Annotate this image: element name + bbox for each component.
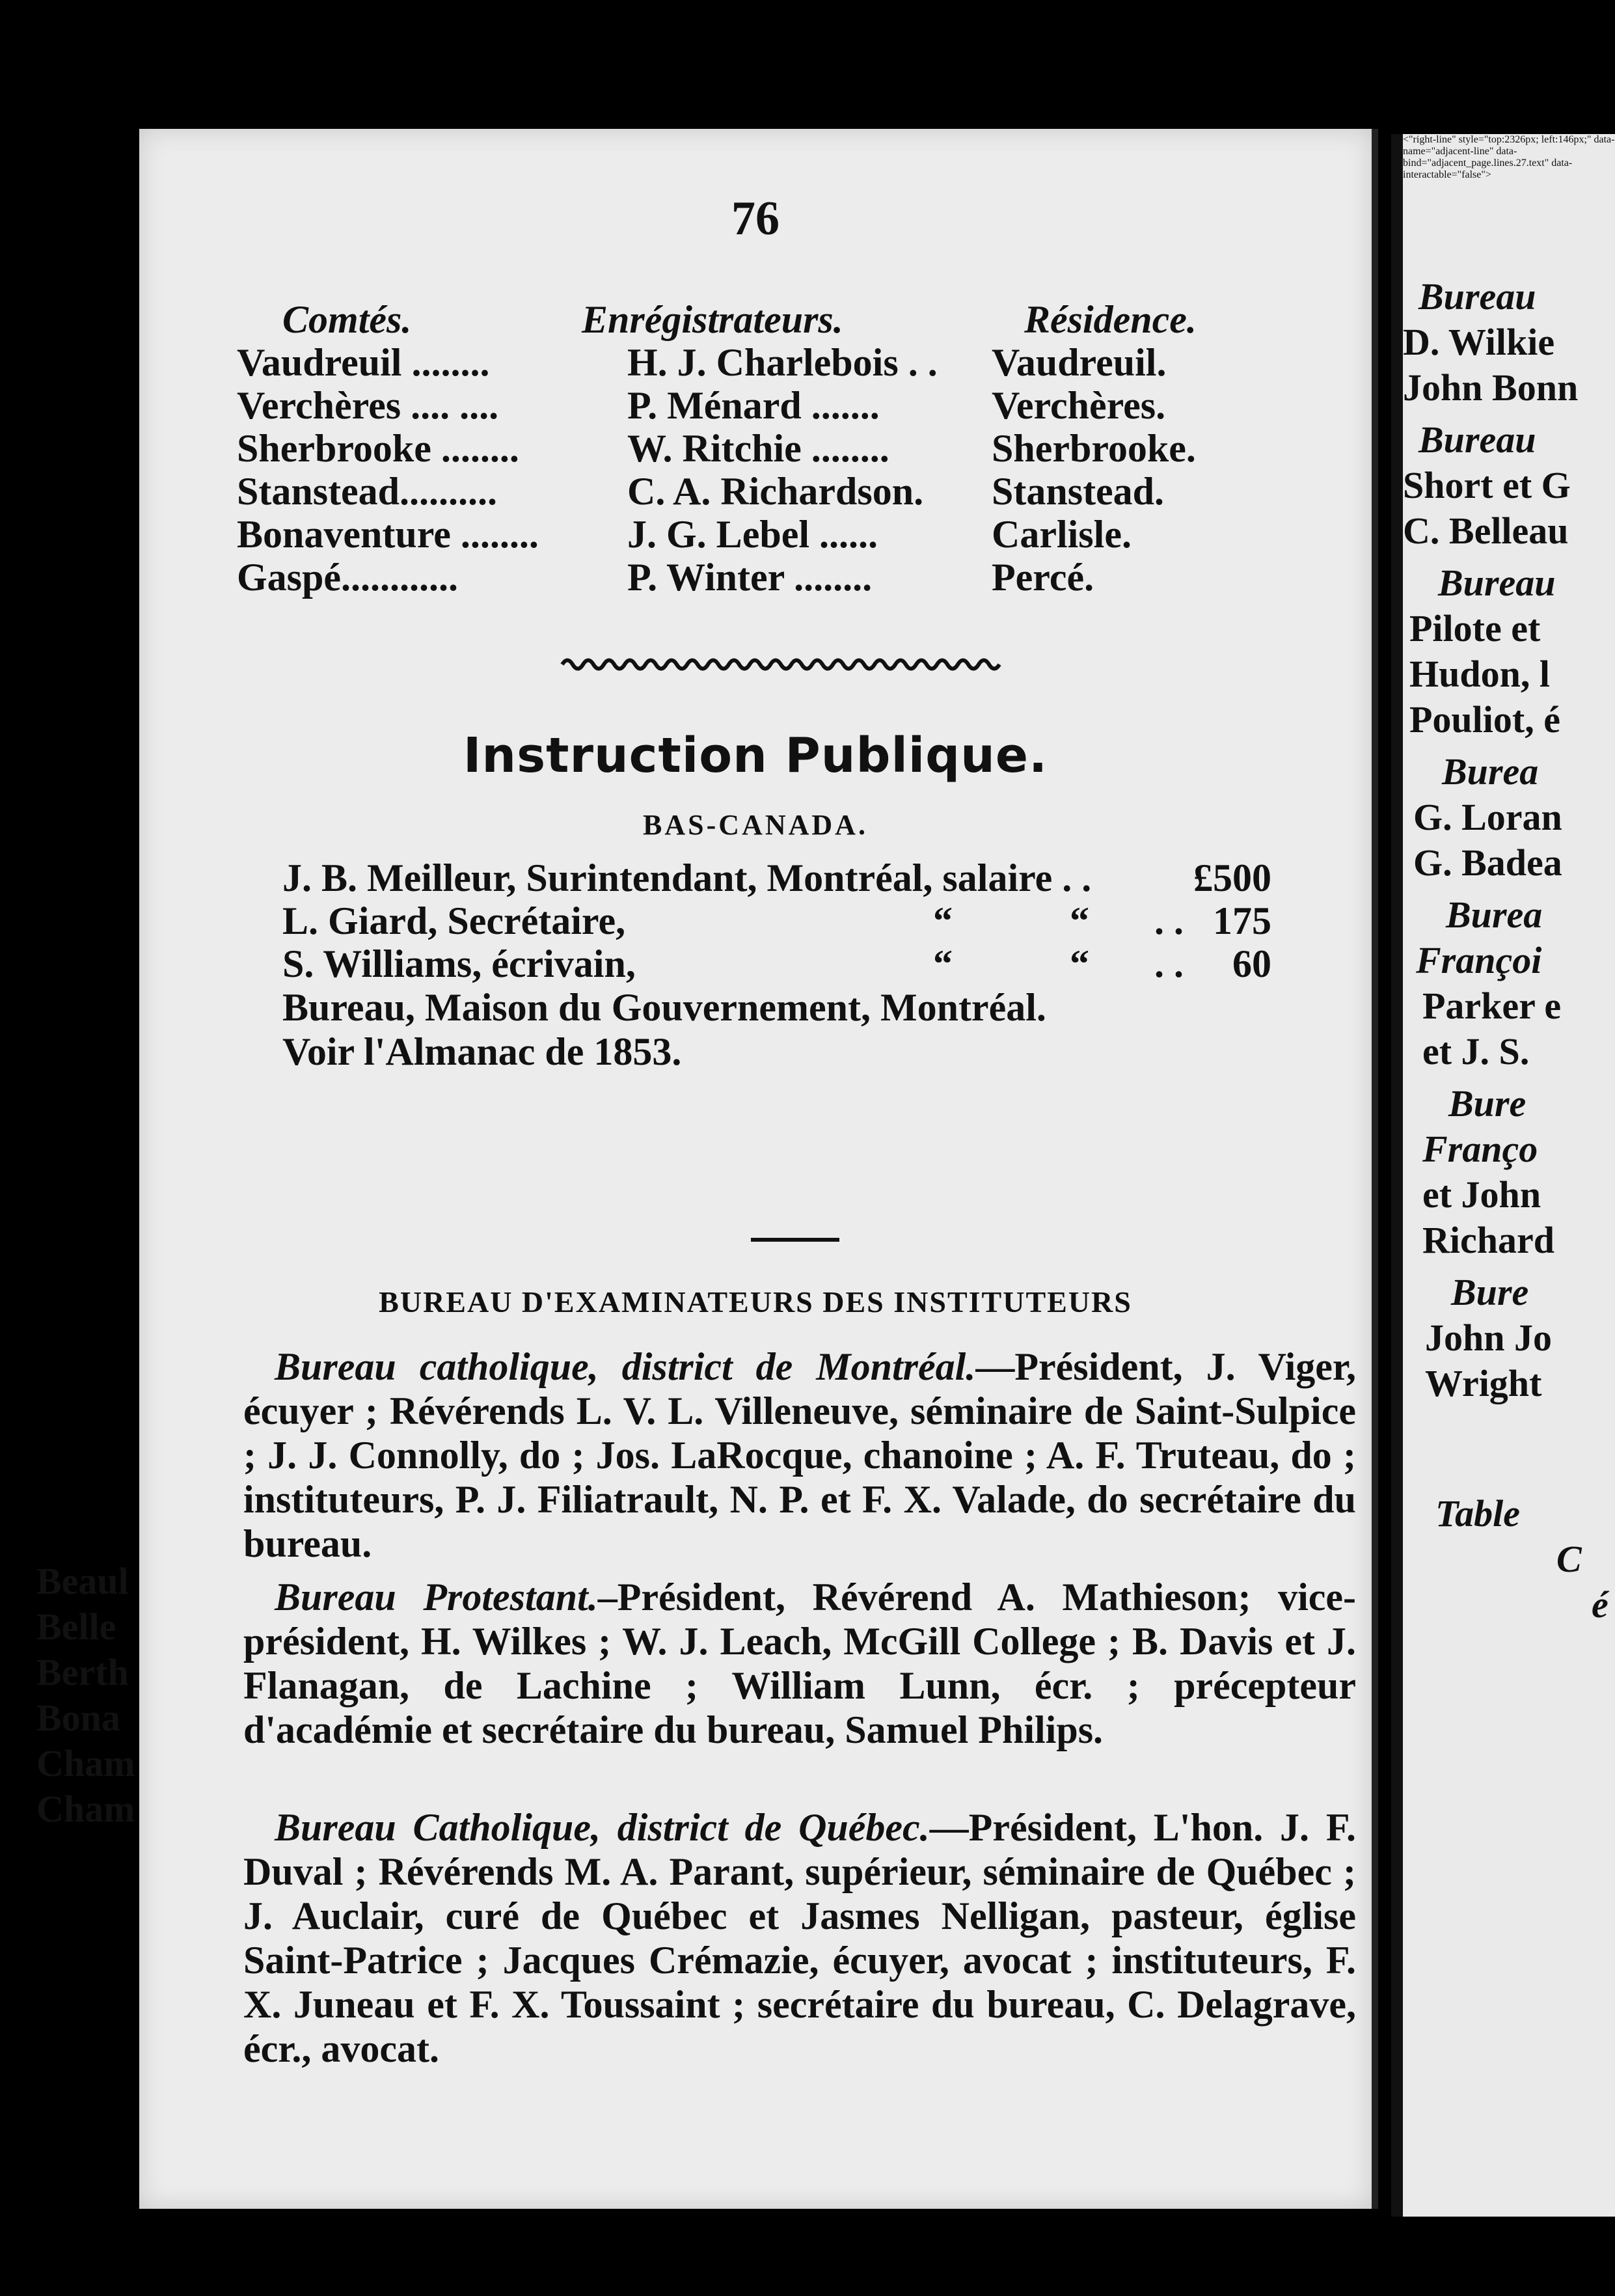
salary-amount: £500 xyxy=(1193,856,1271,899)
ornamental-wavy-rule xyxy=(562,655,1005,674)
adjacent-line: Belle xyxy=(36,1606,116,1648)
short-rule xyxy=(751,1238,839,1242)
adjacent-line: Berth xyxy=(36,1651,129,1693)
salary-name: L. Giard, Secrétaire, xyxy=(282,899,626,942)
row-residence: Sherbrooke. xyxy=(992,427,1196,470)
paragraph-text: –Président, Révérend A. Mathieson; vice-président, H. Wilkes ; W. J. Leach, McGill College ; B. Davis et J. Flanagan, de Lachine ; William Lunn, écr. ; précepteur d'académie et secrétaire du bureau, Samuel Philips. xyxy=(243,1576,1357,1751)
adjacent-line: G. Badea xyxy=(1413,841,1562,884)
adjacent-line: Richard xyxy=(1422,1219,1554,1261)
row-county: Gaspé............ xyxy=(237,556,459,599)
adjacent-line: Table xyxy=(1435,1492,1520,1535)
document-page xyxy=(139,129,1378,2209)
adjacent-line: Beaul xyxy=(36,1560,129,1602)
row-county: Verchères .... .... xyxy=(237,384,499,427)
section-subtitle: BAS-CANADA. xyxy=(643,809,868,841)
row-registrar: P. Ménard ....... xyxy=(627,384,880,427)
adjacent-line: Cham xyxy=(36,1788,135,1830)
adjacent-line: Bona xyxy=(36,1697,120,1739)
row-registrar: H. J. Charlebois . . xyxy=(627,341,938,384)
salary-ditto: “ xyxy=(1070,942,1089,985)
row-county: Stanstead.......... xyxy=(237,470,498,513)
adjacent-line: D. Wilkie xyxy=(1403,321,1555,363)
table-row xyxy=(237,513,1278,556)
salary-amount: 175 xyxy=(1213,899,1271,942)
section-title: Instruction Publique. xyxy=(463,728,1048,784)
header-registrar: Enrégistrateurs. xyxy=(582,298,843,341)
adjacent-line: Bureau xyxy=(1418,275,1536,318)
adjacent-line: Hudon, l xyxy=(1409,653,1550,695)
adjacent-line: Pouliot, é xyxy=(1409,698,1560,741)
adjacent-line: et John xyxy=(1422,1173,1541,1216)
table-row xyxy=(237,341,1278,384)
adjacent-line: Short et G xyxy=(1403,464,1571,506)
salary-row xyxy=(282,899,1271,942)
paragraph-text: —Président, J. Viger, écuyer ; Révérends L. V. L. Villeneuve, séminaire de Saint-Sulpice ; J. J. Connolly, do ; Jos. LaRocque, chanoine ; A. F. Truteau, do ; instituteurs, P. J. Filiatrault, N. P. et F. X. Valade, do secrétaire du bureau. xyxy=(243,1345,1356,1565)
adjacent-line: Burea xyxy=(1442,750,1539,793)
row-residence: Stanstead. xyxy=(992,470,1165,513)
row-county: Sherbrooke ........ xyxy=(237,427,519,470)
paragraph-lead: Bureau Catholique, district de Québec. xyxy=(275,1806,930,1849)
row-registrar: C. A. Richardson. xyxy=(627,470,924,513)
header-residence: Résidence. xyxy=(1024,298,1197,341)
salary-ditto: “ xyxy=(933,899,953,942)
adjacent-line: C xyxy=(1556,1538,1582,1580)
paragraph-text: —Président, L'hon. J. F. Duval ; Révérends M. A. Parant, supérieur, séminaire de Québec ; J. Auclair, curé de Québec et Jasmes Nelligan, pasteur, église Saint-Patrice ; Jacques Crémazie, écuyer, avocat ; instituteurs, F. X. Juneau et F. X. Toussaint ; secrétaire du bureau, C. Delagrave, écr., avocat. xyxy=(243,1806,1356,2070)
adjacent-line: Bureau xyxy=(1418,418,1536,461)
paragraph-lead: Bureau Protestant. xyxy=(275,1576,598,1619)
adjacent-line: Parker e xyxy=(1422,985,1562,1027)
adjacent-line: C. Belleau xyxy=(1403,510,1569,552)
row-county: Bonaventure ........ xyxy=(237,513,539,556)
table-row xyxy=(237,384,1278,427)
adjacent-line: Pilote et xyxy=(1409,607,1541,649)
row-registrar: W. Ritchie ........ xyxy=(627,427,889,470)
salary-dots: . . xyxy=(1154,942,1184,985)
row-residence: Vaudreuil. xyxy=(992,341,1167,384)
adjacent-page: Bureau D. Wilkie John Bonn Bureau Short et G C. Belleau Bureau Pilote et Hudon, l Pouliot, é Burea G. Loran G. Badea Burea Françoi Parker e et J. S. Bure Franço et John Richard Bure John Jo Wright Table C é <"right-line" style="top:2326px; left:146px;" data-name="adjacent-line" data-bind="adjacent_page.lines.27.text" data-interactable="false"> xyxy=(1391,134,1615,2217)
adjacent-line: Bure xyxy=(1451,1271,1529,1313)
paragraph-quebec-catholic xyxy=(243,1805,1356,2071)
header-county: Comtés. xyxy=(282,298,412,341)
row-registrar: J. G. Lebel ...... xyxy=(627,513,878,556)
adjacent-line: G. Loran xyxy=(1413,796,1562,838)
page-number: 76 xyxy=(731,192,780,245)
row-county: Vaudreuil ........ xyxy=(237,341,490,384)
adjacent-line: John Jo xyxy=(1425,1317,1553,1359)
salary-ditto: “ xyxy=(933,942,953,985)
adjacent-line: John Bonn xyxy=(1403,366,1579,409)
table-row xyxy=(237,427,1278,470)
paragraph-protestant xyxy=(243,1575,1356,1752)
salary-amount: 60 xyxy=(1232,942,1271,985)
adjacent-line: Franço xyxy=(1422,1128,1538,1170)
table-header xyxy=(237,298,1278,341)
row-residence: Carlisle. xyxy=(992,513,1132,556)
adjacent-line: Bure xyxy=(1448,1082,1527,1125)
row-registrar: P. Winter ........ xyxy=(627,556,873,599)
table-row xyxy=(237,470,1278,513)
row-residence: Percé. xyxy=(992,556,1094,599)
row-residence: Verchères. xyxy=(992,384,1166,427)
table-row xyxy=(237,556,1278,599)
adjacent-line: é xyxy=(1592,1583,1608,1626)
adjacent-line: Burea xyxy=(1446,894,1543,936)
salary-row xyxy=(282,856,1271,899)
adjacent-line: Françoi xyxy=(1416,939,1542,981)
board-title: BUREAU D'EXAMINATEURS DES INSTITUTEURS xyxy=(379,1285,1132,1319)
adjacent-line: Wright xyxy=(1425,1362,1542,1404)
bureau-line: Bureau, Maison du Gouvernement, Montréal. xyxy=(282,986,1046,1029)
salary-ditto: “ xyxy=(1070,899,1089,942)
almanac-line: Voir l'Almanac de 1853. xyxy=(282,1030,682,1073)
salary-name: S. Williams, écrivain, xyxy=(282,942,636,985)
paragraph-montreal-catholic xyxy=(243,1345,1356,1566)
adjacent-line: Bureau xyxy=(1438,562,1556,604)
paragraph-lead: Bureau catholique, district de Montréal. xyxy=(275,1345,976,1388)
salary-dots: . . xyxy=(1154,899,1184,942)
adjacent-line: et J. S. xyxy=(1422,1030,1530,1073)
salary-name: J. B. Meilleur, Surintendant, Montréal, salaire . . xyxy=(282,856,1092,899)
salary-row xyxy=(282,942,1271,985)
adjacent-line: Cham xyxy=(36,1742,135,1784)
